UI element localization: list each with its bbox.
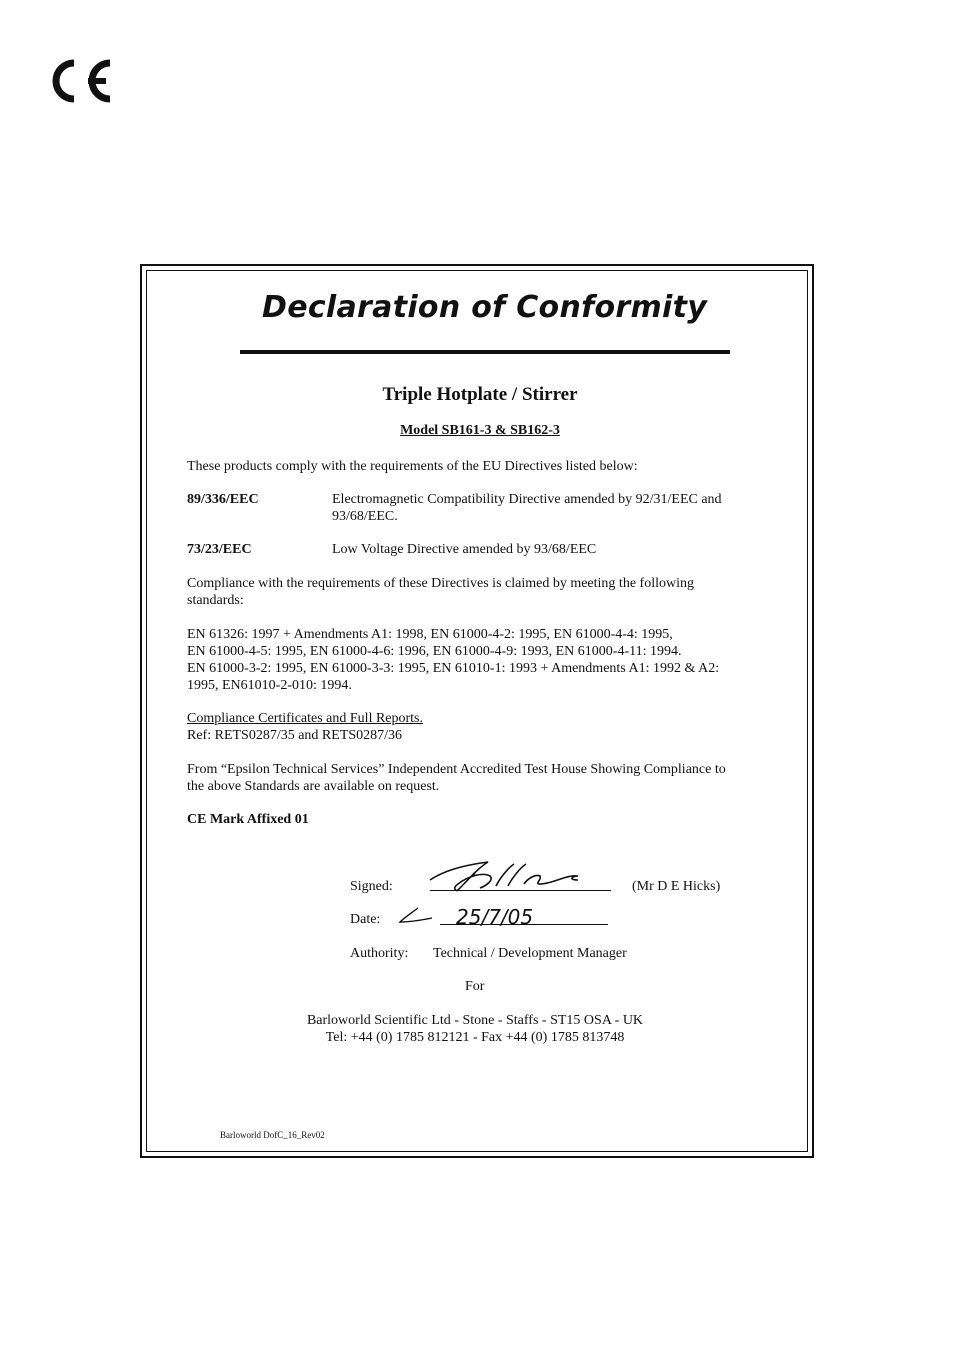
directive-description: Low Voltage Directive amended by 93/68/EEC (332, 542, 597, 557)
certificates-heading: Compliance Certificates and Full Reports. (187, 711, 424, 726)
standards-line: 1995, EN61010-2-010: 1994. (187, 678, 352, 693)
handwritten-date (398, 900, 568, 930)
signed-label: Signed: (350, 879, 393, 894)
test-house-text: From “Epsilon Technical Services” Independent Accredited Test House Showing Compliance to (187, 762, 726, 777)
ce-affixed-text: CE Mark Affixed 01 (187, 812, 309, 827)
title-underline (240, 350, 730, 354)
directive-description: Electromagnetic Compatibility Directive amended by 92/31/EEC and (332, 492, 722, 507)
handwritten-signature (428, 858, 588, 894)
for-label: For (465, 979, 485, 994)
certificates-reference: Ref: RETS0287/35 and RETS0287/36 (187, 728, 403, 743)
company-address: Barloworld Scientific Ltd - Stone - Staffs - ST15 OSA - UK (306, 1013, 644, 1028)
compliance-text: Compliance with the requirements of these Directives is claimed by meeting the following (187, 576, 694, 591)
compliance-text-cont: standards: (187, 593, 244, 608)
standards-line: EN 61326: 1997 + Amendments A1: 1998, EN 61000-4-2: 1995, EN 61000-4-4: 1995, (187, 627, 673, 642)
product-model: Model SB161-3 & SB162-3 (400, 423, 560, 438)
authority-label: Authority: (350, 946, 409, 961)
document-reference: Barloworld DofC_16_Rev02 (220, 1130, 325, 1140)
test-house-text-cont: the above Standards are available on request. (187, 779, 440, 794)
signer-name: (Mr D E Hicks) (632, 879, 721, 894)
directive-description-cont: 93/68/EEC. (332, 509, 398, 524)
ce-mark-logo (50, 58, 116, 104)
intro-text: These products comply with the requirements of the EU Directives listed below: (187, 459, 638, 474)
handwritten-date-text: 25/7/05 (456, 905, 534, 929)
document-title: Declaration of Conformity (262, 290, 708, 325)
date-label: Date: (350, 912, 381, 927)
authority-value: Technical / Development Manager (433, 946, 627, 961)
directive-code: 89/336/EEC (187, 492, 259, 507)
company-contact: Tel: +44 (0) 1785 812121 - Fax +44 (0) 1785 813748 (325, 1030, 625, 1045)
standards-line: EN 61000-4-5: 1995, EN 61000-4-6: 1996, EN 61000-4-9: 1993, EN 61000-4-11: 1994. (187, 644, 682, 659)
product-name: Triple Hotplate / Stirrer (382, 384, 578, 405)
standards-line: EN 61000-3-2: 1995, EN 61000-3-3: 1995, EN 61010-1: 1993 + Amendments A1: 1992 & A2: (187, 661, 720, 676)
directive-code: 73/23/EEC (187, 542, 252, 557)
